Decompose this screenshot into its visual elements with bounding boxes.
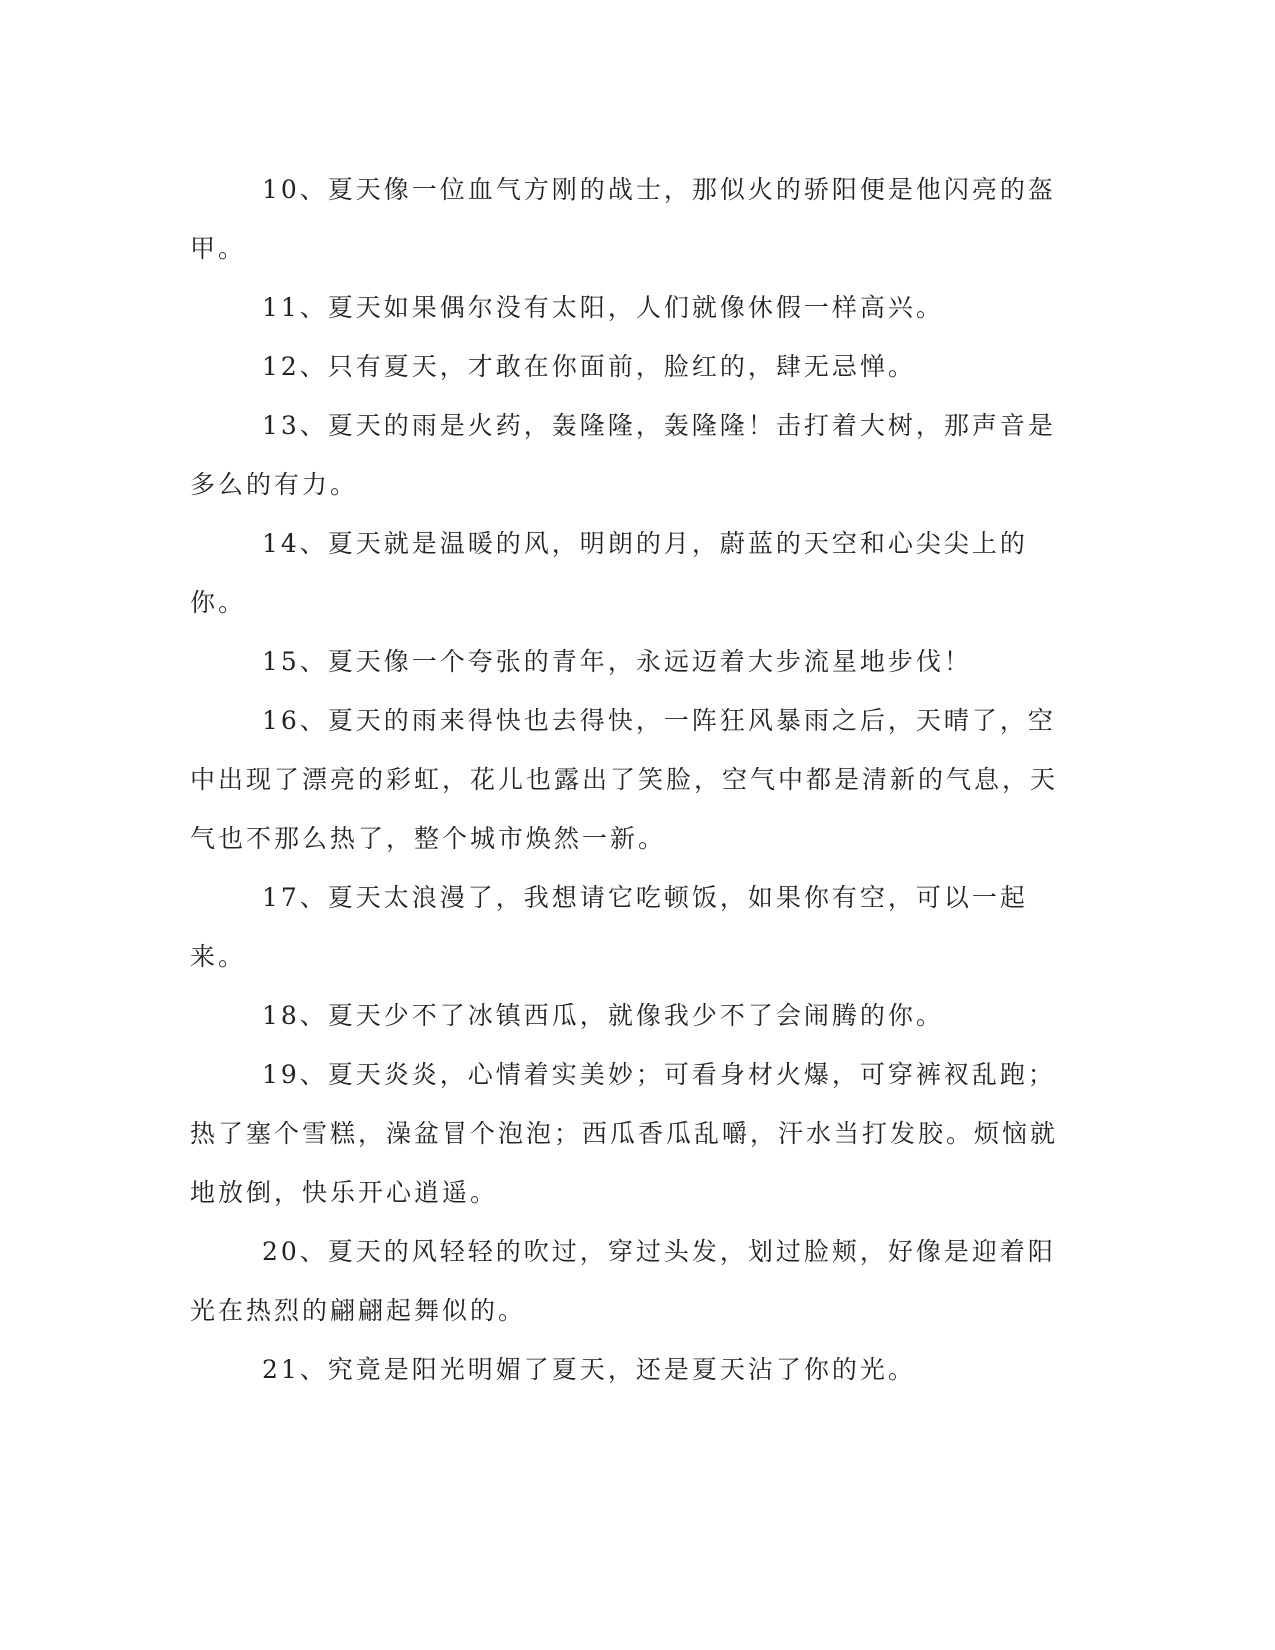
paragraph-20: 20、夏天的风轻轻的吹过，穿过头发，划过脸颊，好像是迎着阳光在热烈的翩翩起舞似的。 xyxy=(190,1237,1056,1325)
paragraph-17: 17、夏天太浪漫了，我想请它吃顿饭，如果你有空，可以一起来。 xyxy=(190,883,1028,971)
paragraph-18: 18、夏天少不了冰镇西瓜，就像我少不了会闹腾的你。 xyxy=(262,1001,944,1030)
paragraph-13: 13、夏天的雨是火药，轰隆隆，轰隆隆！击打着大树，那声音是多么的有力。 xyxy=(190,411,1056,499)
document-body xyxy=(190,160,1080,1399)
paragraph-11: 11、夏天如果偶尔没有太阳，人们就像休假一样高兴。 xyxy=(262,293,944,322)
paragraph-16: 16、夏天的雨来得快也去得快，一阵狂风暴雨之后，天晴了，空中出现了漂亮的彩虹，花儿也露出了笑脸，空气中都是清新的气息，天气也不那么热了，整个城市焕然一新。 xyxy=(190,706,1059,853)
paragraph-10: 10、夏天像一位血气方刚的战士，那似火的骄阳便是他闪亮的盔甲。 xyxy=(190,175,1056,263)
paragraph-21: 21、究竟是阳光明媚了夏天，还是夏天沾了你的光。 xyxy=(262,1355,916,1384)
paragraph-15: 15、夏天像一个夸张的青年，永远迈着大步流星地步伐！ xyxy=(262,647,972,676)
paragraph-12: 12、只有夏天，才敢在你面前，脸红的，肆无忌惮。 xyxy=(262,352,916,381)
paragraph-14: 14、夏天就是温暖的风，明朗的月，蔚蓝的天空和心尖尖上的你。 xyxy=(190,529,1028,617)
paragraph-19: 19、夏天炎炎，心情着实美妙；可看身材火爆，可穿裤衩乱跑；热了塞个雪糕，澡盆冒个泡泡；西瓜香瓜乱嚼，汗水当打发胶。烦恼就地放倒，快乐开心逍遥。 xyxy=(190,1060,1059,1207)
